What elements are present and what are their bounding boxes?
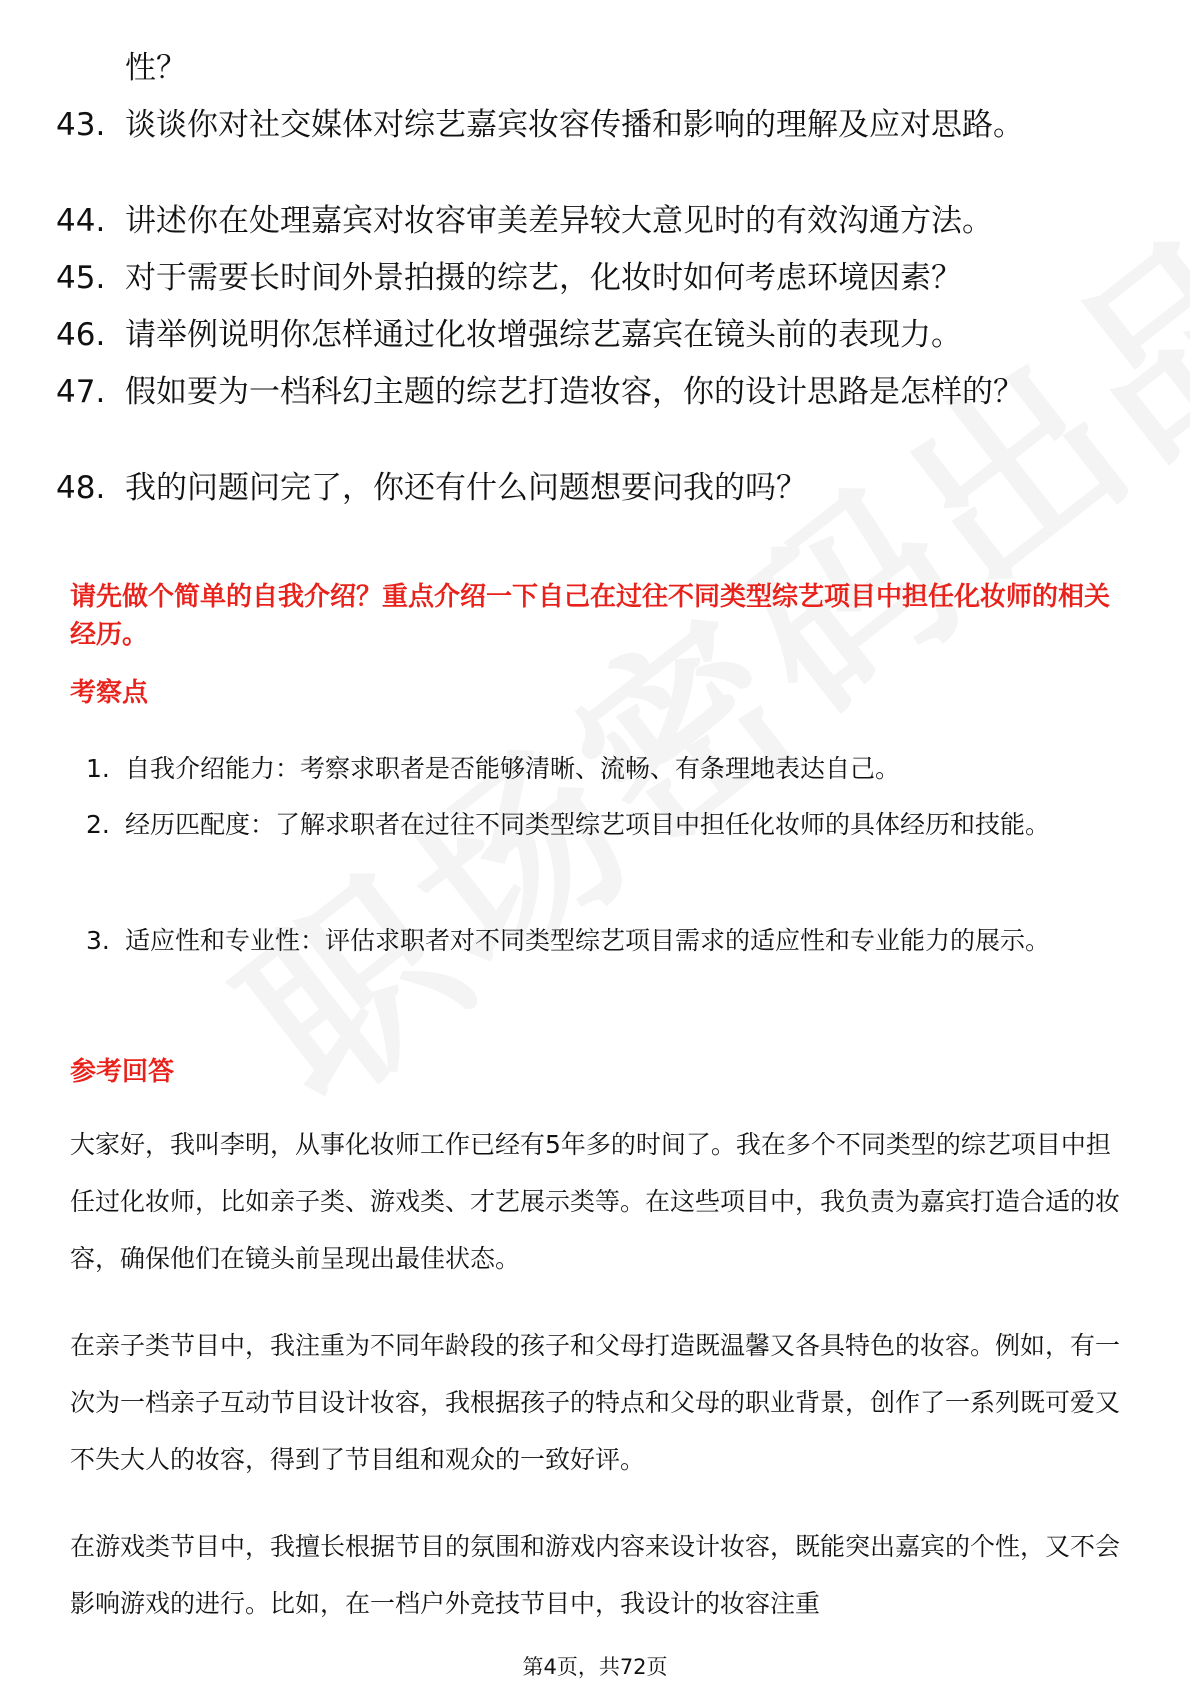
question-number: 48.: [56, 470, 106, 506]
question-number: 46.: [56, 317, 106, 353]
question-text: 对于需要长时间外景拍摄的综艺，化妆时如何考虑环境因素？: [125, 260, 962, 296]
question-number: 44.: [56, 203, 106, 239]
point-number: 1.: [86, 754, 110, 783]
answer-paragraph-2: 在亲子类节目中，我注重为不同年龄段的孩子和父母打造既温馨又各具特色的妆容。例如，有一次为一档亲子互动节目设计妆容，我根据孩子的特点和父母的职业背景，创作了一系列既可爱又不失大人的妆容，得到了节目组和观众的一致好评。: [70, 1331, 1121, 1474]
answer-heading: 参考回答: [70, 1057, 175, 1087]
question-item-47: [56, 372, 1116, 412]
point-number: 2.: [86, 810, 110, 839]
question-number: 43.: [56, 107, 106, 143]
page-footer: 第4页，共72页: [522, 1655, 668, 1679]
assessment-heading: 考察点: [70, 678, 149, 708]
assessment-point-2: [86, 796, 1116, 853]
question-item-44: [56, 201, 1116, 241]
question-text: 我的问题问完了，你还有什么问题想要问我的吗？: [125, 470, 807, 506]
question-continuation: 性？: [125, 50, 187, 86]
answer-paragraph-1: 大家好，我叫李明，从事化妆师工作已经有5年多的时间了。我在多个不同类型的综艺项目中担任过化妆师，比如亲子类、游戏类、才艺展示类等。在这些项目中，我负责为嘉宾打造合适的妆容，确保他们在镜头前呈现出最佳状态。: [70, 1130, 1121, 1273]
featured-question: 请先做个简单的自我介绍？重点介绍一下自己在过往不同类型综艺项目中担任化妆师的相关经历。: [70, 582, 1111, 650]
assessment-point-3: [86, 912, 1116, 969]
question-text: 讲述你在处理嘉宾对妆容审美差异较大意见时的有效沟通方法。: [125, 203, 993, 239]
assessment-point-1: [86, 740, 1116, 797]
question-item-48: [56, 468, 1116, 508]
question-number: 45.: [56, 260, 106, 296]
question-text: 请举例说明你怎样通过化妆增强综艺嘉宾在镜头前的表现力。: [125, 317, 962, 353]
question-item-45: [56, 258, 1116, 298]
point-text: 自我介绍能力：考察求职者是否能够清晰、流畅、有条理地表达自己。: [125, 754, 901, 783]
question-number: 47.: [56, 374, 106, 410]
point-text: 经历匹配度：了解求职者在过往不同类型综艺项目中担任化妆师的具体经历和技能。: [125, 810, 1051, 839]
point-number: 3.: [86, 926, 110, 955]
question-text: 谈谈你对社交媒体对综艺嘉宾妆容传播和影响的理解及应对思路。: [125, 107, 1024, 143]
question-text: 假如要为一档科幻主题的综艺打造妆容，你的设计思路是怎样的？: [125, 374, 1024, 410]
point-text: 适应性和专业性：评估求职者对不同类型综艺项目需求的适应性和专业能力的展示。: [125, 926, 1051, 955]
question-item-46: [56, 315, 1116, 355]
question-item-43: [56, 105, 1116, 145]
answer-paragraph-3: 在游戏类节目中，我擅长根据节目的氛围和游戏内容来设计妆容，既能突出嘉宾的个性，又不会影响游戏的进行。比如，在一档户外竞技节目中，我设计的妆容注重: [70, 1532, 1121, 1618]
